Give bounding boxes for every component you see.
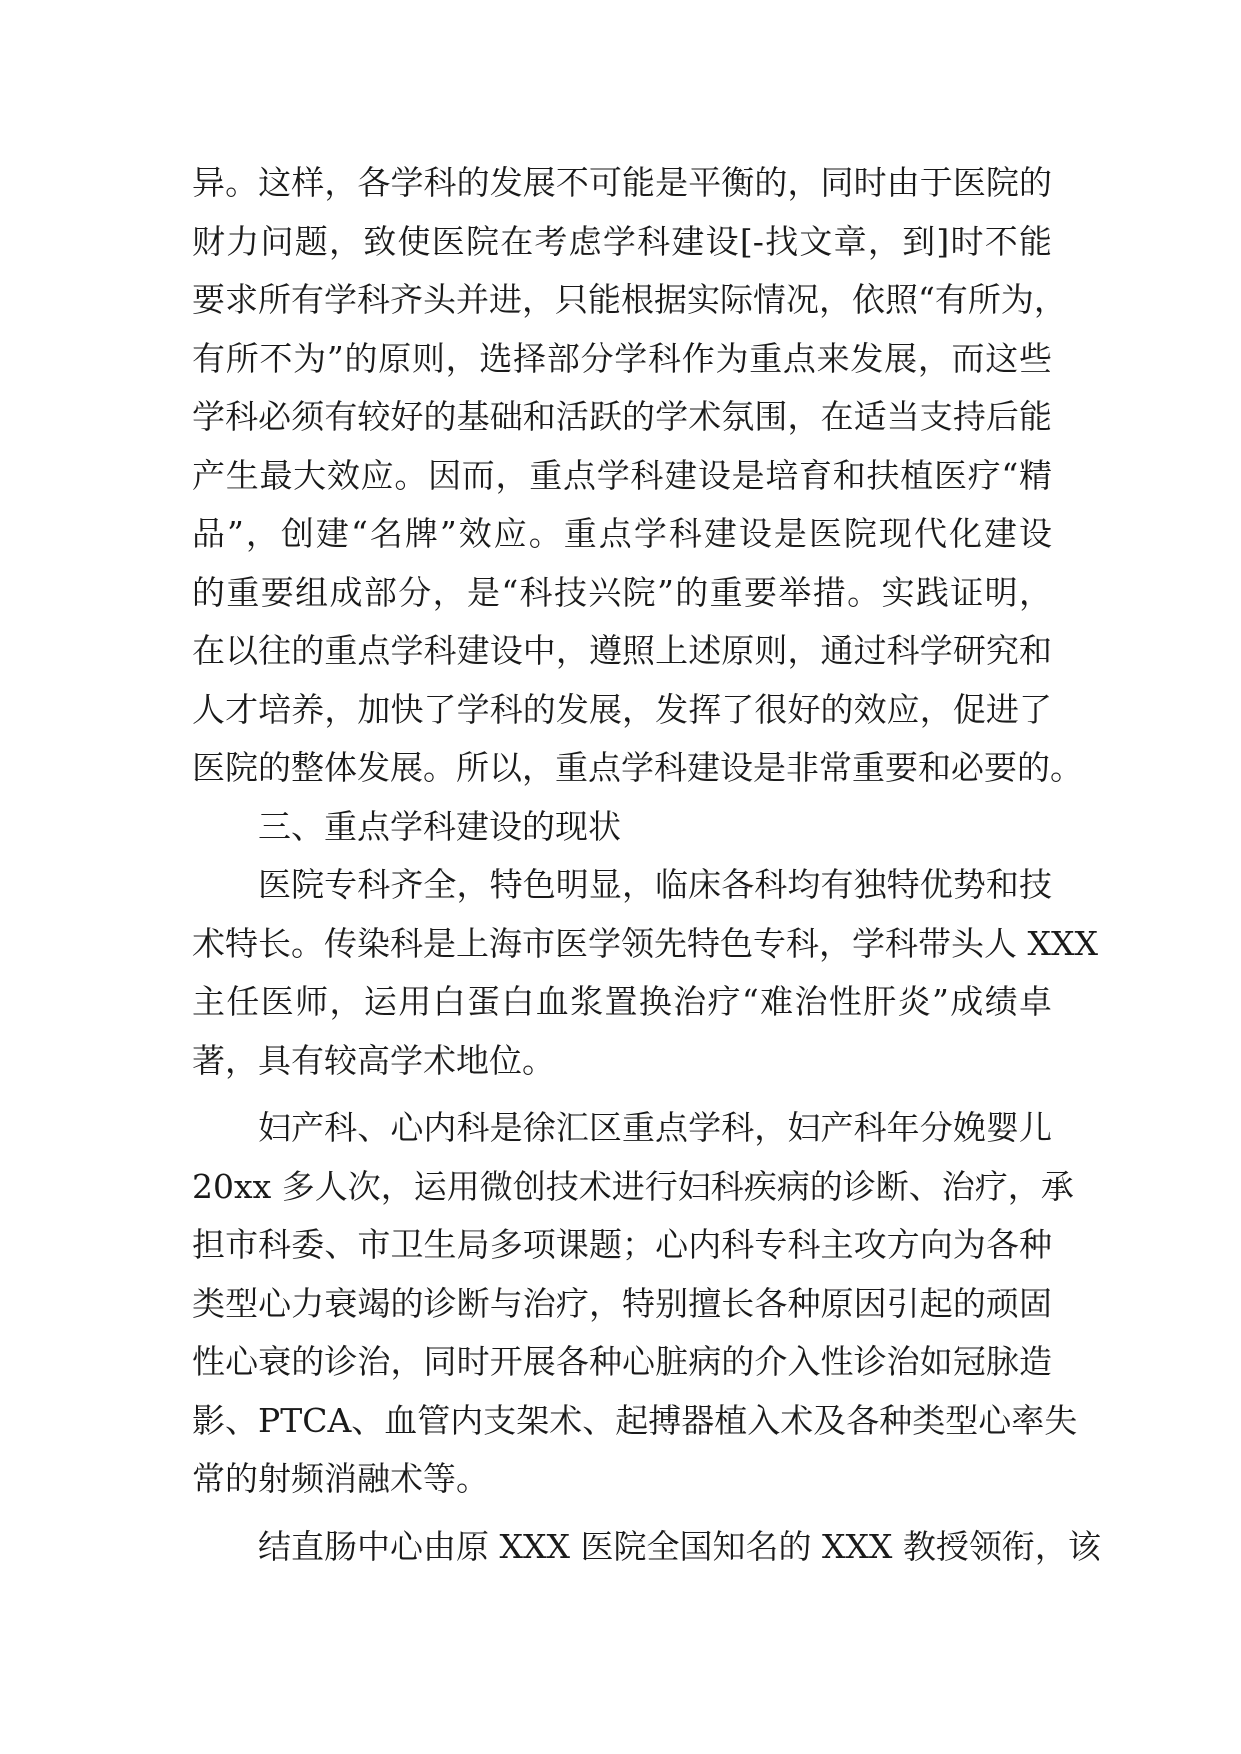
text-line: 产生最大效应。因而，重点学科建设是培育和扶植医疗“精 (192, 455, 1052, 495)
text-line: 异。这样，各学科的发展不可能是平衡的，同时由于医院的 (192, 163, 1052, 202)
text-line: 在以往的重点学科建设中，遵照上述原则，通过科学研究和 (192, 631, 1052, 670)
text-line: 人才培养，加快了学科的发展，发挥了很好的效应，促进了 (192, 689, 1052, 729)
text-line: 的重要组成部分，是“科技兴院”的重要举措。实践证明， (192, 572, 1052, 612)
section-heading: 三、重点学科建设的现状 (258, 806, 621, 846)
text-line: 著，具有较高学术地位。 (192, 1040, 555, 1080)
text-line: 妇产科、心内科是徐汇区重点学科，妇产科年分娩婴儿 (258, 1108, 1052, 1147)
text-line: 影、PTCA、血管内支架术、起搏器植入术及各种类型心率失 (192, 1400, 1078, 1440)
text-line: 学科必须有较好的基础和活跃的学术氛围，在适当支持后能 (192, 397, 1052, 436)
text-line: 有所不为”的原则，选择部分学科作为重点来发展，而这些 (192, 338, 1052, 378)
text-line: 20xx 多人次，运用微创技术进行妇科疾病的诊断、治疗，承 (192, 1166, 1074, 1206)
text-line: 术特长。传染科是上海市医学领先特色专科，学科带头人 XXX (192, 923, 1098, 963)
text-line: 担市科委、市卫生局多项课题；心内科专科主攻方向为各种 (192, 1225, 1052, 1264)
text-line: 医院的整体发展。所以，重点学科建设是非常重要和必要的。 (192, 748, 1083, 787)
text-line: 结直肠中心由原 XXX 医院全国知名的 XXX 教授领衔，该 (258, 1526, 1101, 1566)
text-line: 要求所有学科齐头并进，只能根据实际情况，依照“有所为， (192, 280, 1067, 319)
text-line: 类型心力衰竭的诊断与治疗，特别擅长各种原因引起的顽固 (192, 1283, 1052, 1323)
text-line: 主任医师，运用白蛋白血浆置换治疗“难治性肝炎”成绩卓 (192, 982, 1052, 1021)
text-line: 医院专科齐全，特色明显，临床各科均有独特优势和技 (258, 865, 1052, 904)
text-line: 常的射频消融术等。 (192, 1459, 489, 1498)
text-line: 性心衰的诊治，同时开展各种心脏病的介入性诊治如冠脉造 (192, 1342, 1052, 1381)
text-line: 财力问题，致使医院在考虑学科建设[-找文章，到]时不能 (192, 221, 1052, 261)
text-line: 品”，创建“名牌”效应。重点学科建设是医院现代化建设 (192, 514, 1052, 553)
body-text (192, 154, 1101, 1576)
